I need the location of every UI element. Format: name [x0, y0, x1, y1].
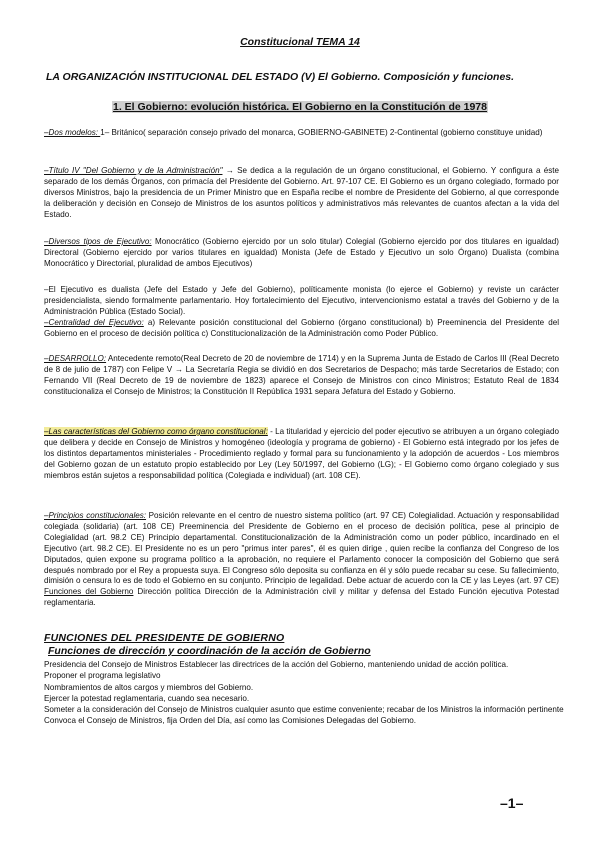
- paragraph-lead: –DESARROLLO:: [44, 354, 107, 363]
- paragraph-caracteristicas: [44, 427, 559, 482]
- paragraph-lead: –Las características del Gobierno como órgano constitucional:: [44, 427, 268, 436]
- functions-list: [44, 659, 564, 727]
- paragraph-text: Antecedente remoto(Real Decreto de 20 de noviembre de 1714) y en la Suprema Junta de Estado de Carlos III (Real Decreto de 8 de julio de 1787) con Felipe V → La Secretaría Regia se dividió en dos Secretarios de Despacho; más tarde Secretarios de Estado; con Fernando VII (Real Decreto de 19 de noviembre de 1823) aparece el Consejo de Ministros con cinco Ministros; Estatuto Real de 1834 constitucionaliza el Consejo de Ministros; la Constitución II República 1931 separa Jefatura del Estado y Gobierno.: [44, 354, 559, 396]
- paragraph-lead: –Centralidad del Ejecutivo:: [44, 318, 144, 327]
- section-heading-text: 1. El Gobierno: evolución histórica. El Gobierno en la Constitución de 1978: [113, 101, 487, 113]
- paragraph-lead: –Diversos tipos de Ejecutivo:: [44, 237, 152, 246]
- paragraph-centralidad: [44, 318, 559, 340]
- list-item: Presidencia del Consejo de Ministros Establecer las directrices de la acción del Gobierno, manteniendo unidad de acción política.: [44, 660, 509, 669]
- paragraph-text: –El Ejecutivo es dualista (Jefe del Estado y Jefe del Gobierno), políticamente monista (lo ejerce el Gobierno) y reviste un carácter presidencialista, siendo formalmente parlamentario. Hoy fortalecimiento del Ejecutivo, intervencionismo estatal a través del Gobierno y de la Administración Pública (Estado Social).: [44, 285, 559, 316]
- page-number: –1–: [500, 795, 524, 811]
- paragraph-text: a) Relevante posición constitucional del Gobierno (órgano constitucional) b) Preeminencia del Presidente del Gobierno en el proceso de decisión política c) Constitucionalización de la Administración como Poder Público.: [44, 318, 559, 338]
- paragraph-tipos-ejecutivo: [44, 237, 559, 270]
- paragraph-principios: [44, 511, 559, 609]
- paragraph-text: - La titularidad y ejercicio del poder ejecutivo se atribuyen a un órgano colegiado que delibera y decide en Consejo de Ministros y homogéneo (ideología y programa de gobierno) - El Gobierno está integrado por los jefes de los distintos departamentos ministeriales - Procedimiento reglado y formal para su funcionamiento y la adopción de acuerdos - Los miembros del Gobierno gozan de un estatuto propio establecido por Ley (Ley 50/1997, del Gobierno (LG); - El Gobierno como órgano colegiado y sus miembros están sujetos a responsabilidad política (Colegiada e individual) (art. 108 CE).: [44, 427, 559, 480]
- paragraph-dos-modelos: [44, 128, 559, 139]
- paragraph-text: Monocrático (Gobierno ejercido por un solo titular) Colegial (Gobierno ejercido por dos titulares en igualdad) Directoral (Gobierno ejercido por varios titulares en igualdad) Monista (Jefe de Estado y Ejecutivo un solo Órgano) Dualista (combina Monocrático y Directorial, pluralidad de ambos Ejecutivos): [44, 237, 560, 268]
- paragraph-text: Posición relevante en el centro de nuestro sistema político (art. 97 CE) Colegialidad. Actuación y responsabilidad colegiada (solidaria) (art. 108 CE) Preeminencia del Presidente de Gobierno en el proceso de decisión política, pese al principio de Colegialidad (art. 98.2 CE) Principio departamental. Constitucionalización de la Administración como un poder público, incardinado en el Ejecutivo (art. 98.2 CE). El Presidente no es un pero "primus inter pares", él es quien dirige , quien recibe la confianza del Congreso de los Diputados, quien expone su programa político a la aprobación, no requiere el Parlamento conocer la composición del Gobierno que será después nombrado por el Rey a propuesta suya. El Congreso sólo deposita su confianza en él y sólo puede recabar su cese. Su fallecimiento, dimisión o censura lo es de todo el Gobierno en su conjunto. Principio de legalidad. Debe actuar de acuerdo con la CE y las Leyes (art. 97 CE): [44, 511, 559, 586]
- list-item: Ejercer la potestad reglamentaria, cuando sea necesario.: [44, 693, 250, 703]
- list-item: Convoca el Consejo de Ministros, fija Orden del Día, así como las Comisiones Delegadas del Gobierno.: [44, 716, 417, 726]
- functions-subheading: Funciones de dirección y coordinación de la acción de Gobierno: [48, 645, 371, 657]
- paragraph-titulo-iv: [44, 166, 559, 221]
- paragraph-underlined-tail: Funciones del Gobierno: [44, 587, 134, 597]
- paragraph-text: 1– Británico( separación consejo privado del monarca, GOBIERNO-GABINETE) 2-Continental (gobierno constituye unidad): [100, 128, 543, 137]
- list-item: Nombramientos de altos cargos y miembros del Gobierno.: [44, 682, 254, 692]
- paragraph-lead: –Principios constitucionales:: [44, 511, 147, 520]
- section-heading: [0, 101, 600, 113]
- paragraph-lead: –Dos modelos:: [44, 128, 101, 137]
- functions-heading: FUNCIONES DEL PRESIDENTE DE GOBIERNO: [44, 632, 285, 644]
- paragraph-text-after: Dirección política Dirección de la Administración civil y militar y defensa del Estado Función ejecutiva Potestad reglamentaria.: [44, 587, 560, 608]
- list-item: Proponer el programa legislativo: [44, 671, 161, 681]
- document-title: Constitucional TEMA 14: [240, 36, 360, 48]
- paragraph-text: → Se dedica a la regulación de un órgano constitucional, el Gobierno. Y configura a éste separado de los demás Órganos, con primacía del Presidente del Gobierno. Art. 97-107 CE. El Gobierno es un órgano colegiado, formado por diversos Ministros, bajo la presidencia de un Primer Ministro que en España recibe el nombre de Presidente del Gobierno, al que corresponde la deliberación y decisión en Consejo de Ministros de los asuntos políticos y administrativos más relevantes de cuantos afectan a la vida del Estado.: [44, 166, 560, 219]
- paragraph-lead: –Título IV "Del Gobierno y de la Administración": [44, 166, 223, 175]
- list-item: Someter a la consideración del Consejo de Ministros cualquier asunto que estime conveniente; recabar de los Ministros la información pertinente: [44, 705, 564, 715]
- paragraph-desarrollo: [44, 354, 559, 398]
- paragraph-ejecutivo-dualista: [44, 285, 559, 318]
- document-subtitle: LA ORGANIZACIÓN INSTITUCIONAL DEL ESTADO (V) El Gobierno. Composición y funciones.: [46, 71, 515, 83]
